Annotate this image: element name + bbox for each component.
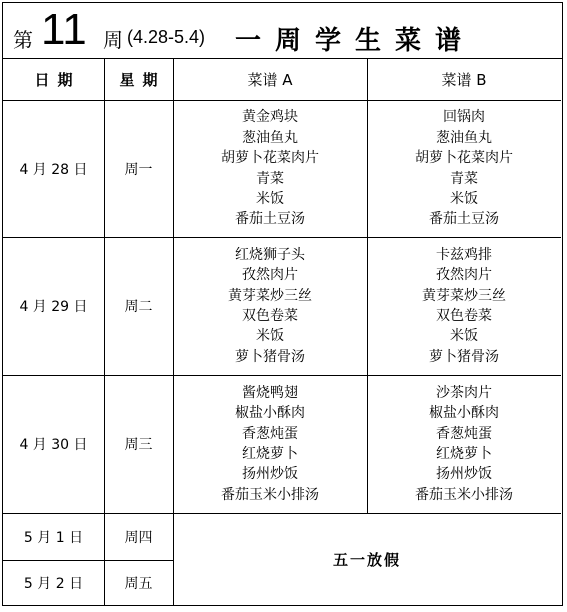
dish-item: 双色卷菜 xyxy=(436,308,492,324)
menu-b-cell xyxy=(367,100,561,237)
dish-item: 椒盐小酥肉 xyxy=(429,405,499,422)
dish-item: 扬州炒饭 xyxy=(436,466,492,483)
weekday-cell: 周四 xyxy=(124,529,153,546)
dish-item: 回锅肉 xyxy=(443,109,485,126)
title-row xyxy=(3,3,562,59)
date-cell: 5 月 1 日 xyxy=(23,529,84,546)
dish-item: 米饭 xyxy=(450,190,478,207)
weekday-cell: 周三 xyxy=(124,437,153,453)
menu-a-cell xyxy=(173,375,367,513)
dish-item: 扬州炒饭 xyxy=(242,466,298,483)
header-menu-b: 菜谱 B xyxy=(441,71,487,89)
dish-item: 红烧萝卜 xyxy=(242,446,298,462)
dish-item: 胡萝卜花菜肉片 xyxy=(415,150,513,167)
dish-item: 孜然肉片 xyxy=(436,267,492,284)
menu-b-cell xyxy=(367,375,561,513)
date-cell: 4 月 30 日 xyxy=(19,437,88,453)
week-suffix: 周 xyxy=(103,28,123,52)
dish-item: 黄芽菜炒三丝 xyxy=(422,287,506,304)
dish-item: 卡兹鸡排 xyxy=(436,246,492,263)
dish-item: 葱油鱼丸 xyxy=(436,129,492,146)
header-weekday: 星期 xyxy=(119,71,166,89)
dish-item: 青菜 xyxy=(256,170,284,187)
dish-item: 萝卜猪骨汤 xyxy=(235,348,305,365)
weekday-cell: 周五 xyxy=(124,575,153,592)
date-cell: 5 月 2 日 xyxy=(23,575,84,592)
dish-item: 番茄玉米小排汤 xyxy=(221,486,319,503)
dish-item: 椒盐小酥肉 xyxy=(235,405,305,422)
menu-b-cell xyxy=(367,237,561,375)
dish-item: 香葱炖蛋 xyxy=(242,425,298,442)
dish-item: 沙茶肉片 xyxy=(436,384,492,401)
dish-item: 青菜 xyxy=(450,170,478,187)
date-cell: 4 月 29 日 xyxy=(19,299,88,315)
dish-item: 米饭 xyxy=(450,328,478,345)
menu-a-cell xyxy=(173,100,367,237)
header-date: 日期 xyxy=(34,71,81,89)
dish-item: 番茄玉米小排汤 xyxy=(415,486,513,503)
holiday-note: 五一放假 xyxy=(332,550,401,569)
dish-item: 番茄土豆汤 xyxy=(235,211,305,228)
weekday-cell: 周一 xyxy=(124,161,153,178)
dish-item: 萝卜猪骨汤 xyxy=(429,348,499,365)
week-date-range: (4.28-5.4) xyxy=(127,27,206,47)
week-number: 11 xyxy=(41,5,87,54)
dish-item: 酱烧鸭翅 xyxy=(242,384,298,401)
dish-item: 黄金鸡块 xyxy=(242,109,298,126)
dish-item: 红烧狮子头 xyxy=(235,246,305,263)
dish-item: 孜然肉片 xyxy=(242,267,298,284)
dish-item: 胡萝卜花菜肉片 xyxy=(221,150,319,167)
dish-item: 米饭 xyxy=(256,190,284,207)
dish-item: 黄芽菜炒三丝 xyxy=(228,287,312,304)
dish-item: 番茄土豆汤 xyxy=(429,211,499,228)
dish-item: 双色卷菜 xyxy=(242,308,298,324)
header-menu-a: 菜谱 A xyxy=(247,71,293,89)
date-cell: 4 月 28 日 xyxy=(19,161,88,178)
weekday-cell: 周二 xyxy=(124,299,153,315)
dish-item: 葱油鱼丸 xyxy=(242,129,298,146)
menu-a-cell xyxy=(173,237,367,375)
dish-item: 红烧萝卜 xyxy=(436,446,492,462)
week-prefix: 第 xyxy=(13,28,33,52)
menu-sheet xyxy=(2,2,563,606)
dish-item: 香葱炖蛋 xyxy=(436,425,492,442)
dish-item: 米饭 xyxy=(256,328,284,345)
page-title: 一周学生菜谱 xyxy=(235,26,476,56)
